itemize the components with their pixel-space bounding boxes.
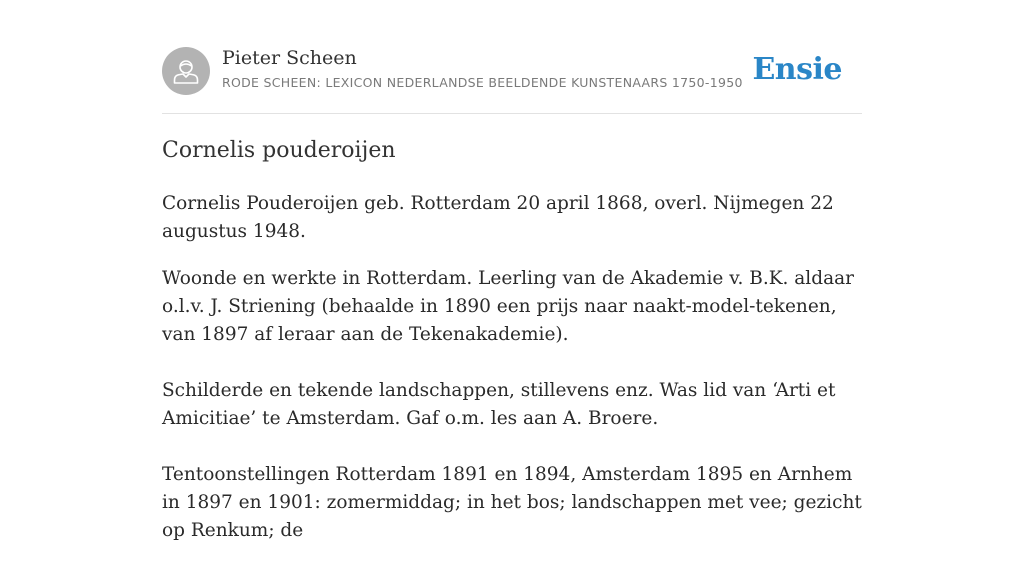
brand-logo[interactable]: Ensie bbox=[752, 52, 842, 87]
divider bbox=[162, 113, 862, 114]
source-title[interactable]: RODE SCHEEN: LEXICON NEDERLANDSE BEELDENDE KUNSTENAARS 1750-1950 bbox=[222, 75, 743, 90]
paragraph-birth: Cornelis Pouderoijen geb. Rotterdam 20 april 1868, overl. Nijmegen 22 augustus 1948. bbox=[162, 193, 834, 242]
avatar bbox=[162, 47, 210, 95]
user-icon bbox=[162, 47, 210, 95]
paragraph-training: Woonde en werkte in Rotterdam. Leerling van de Akademie v. B.K. aldaar o.l.v. J. Striening (behaalde in 1890 een prijs naar naakt-model-tekenen, van 1897 af leraar aan de Tekenakademie). bbox=[162, 268, 854, 345]
page-title: Cornelis pouderoijen bbox=[162, 138, 396, 163]
paragraph-exhibitions: Tentoonstellingen Rotterdam 1891 en 1894, Amsterdam 1895 en Arnhem in 1897 en 1901: zomermiddag; in het bos; landschappen met vee; gezicht op Renkum; de bbox=[162, 464, 862, 541]
article-header bbox=[162, 46, 862, 96]
article-body bbox=[162, 190, 862, 564]
paragraph-work: Schilderde en tekende landschappen, stillevens enz. Was lid van ‘Arti et Amicitiae’ te Amsterdam. Gaf o.m. les aan A. Broere. bbox=[162, 380, 836, 429]
author-name[interactable]: Pieter Scheen bbox=[222, 47, 357, 69]
